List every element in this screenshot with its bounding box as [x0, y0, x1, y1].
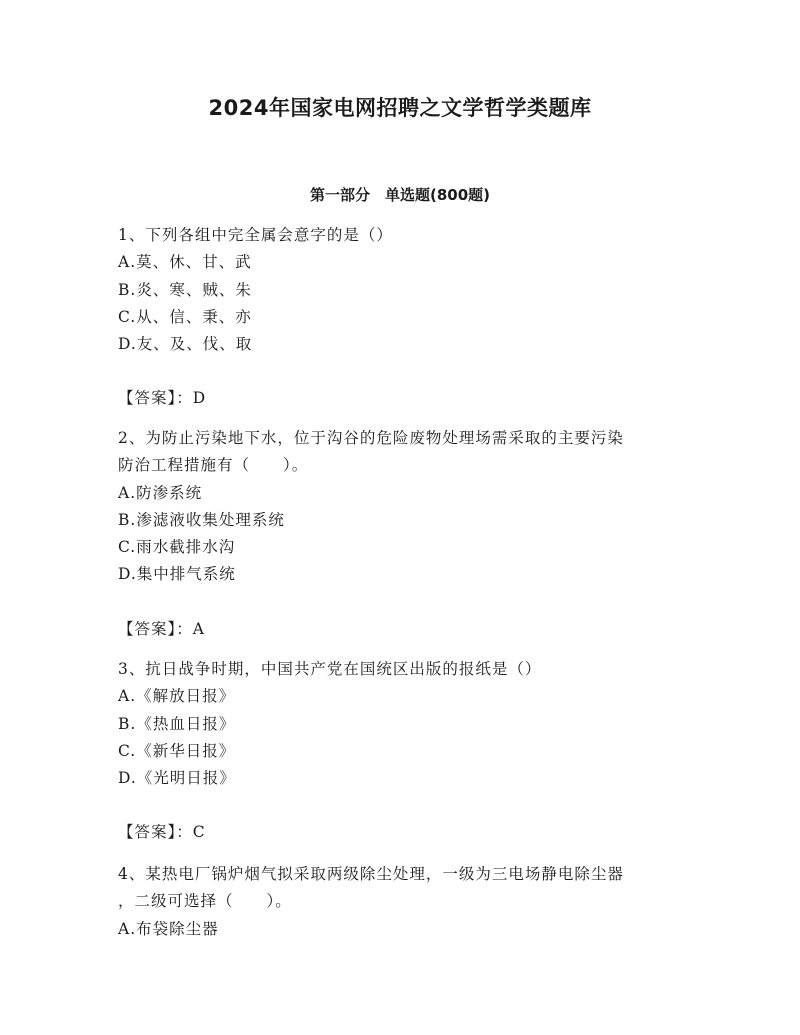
- question-2: [118, 425, 688, 643]
- option-b: B.渗滤液收集处理系统: [118, 510, 285, 529]
- question-1: [118, 222, 688, 413]
- option-d: D.集中排气系统: [118, 565, 236, 584]
- option-b: B.炎、寒、贼、朱: [118, 280, 252, 299]
- question-stem: 1、下列各组中完全属会意字的是（）: [118, 226, 393, 244]
- answer-label: 【答案】：: [118, 389, 193, 408]
- question-stem: 2、为防止污染地下水，位于沟谷的危险废物处理场需采取的主要污染: [118, 429, 624, 447]
- option-a: A.防渗系统: [118, 483, 203, 502]
- answer-value: D: [192, 389, 207, 408]
- question-stem-continued: ，二级可选择（ ）。: [118, 892, 292, 911]
- answer-line: [118, 819, 688, 846]
- option-d: D.友、及、伐、取: [118, 335, 253, 354]
- answer-line: [118, 385, 688, 412]
- option-b: B.《热血日报》: [118, 714, 236, 733]
- answer-value: C: [192, 823, 206, 842]
- question-stem: 4、某热电厂锅炉烟气拟采取两级除尘处理，一级为三电场静电除尘器: [118, 865, 624, 883]
- answer-label: 【答案】：: [118, 619, 193, 638]
- option-c: C.雨水截排水沟: [118, 538, 236, 557]
- option-c: C.从、信、秉、亦: [118, 307, 252, 326]
- document-title: 2024年国家电网招聘之文学哲学类题库: [208, 96, 592, 120]
- question-3: [118, 656, 688, 847]
- option-a: A.莫、休、甘、武: [118, 253, 252, 272]
- answer-line: [118, 616, 688, 643]
- option-a: A.布袋除尘器: [118, 919, 219, 938]
- question-stem: 3、抗日战争时期，中国共产党在国统区出版的报纸是（）: [118, 660, 542, 678]
- section-title: 第一部分 单选题(800题): [309, 186, 491, 204]
- question-4: [118, 861, 688, 943]
- answer-label: 【答案】：: [118, 823, 193, 842]
- option-d: D.《光明日报》: [118, 769, 236, 788]
- question-stem-continued: 防治工程措施有（ ）。: [118, 456, 309, 475]
- option-c: C.《新华日报》: [118, 741, 236, 760]
- answer-value: A: [192, 619, 205, 638]
- option-a: A.《解放日报》: [118, 687, 236, 706]
